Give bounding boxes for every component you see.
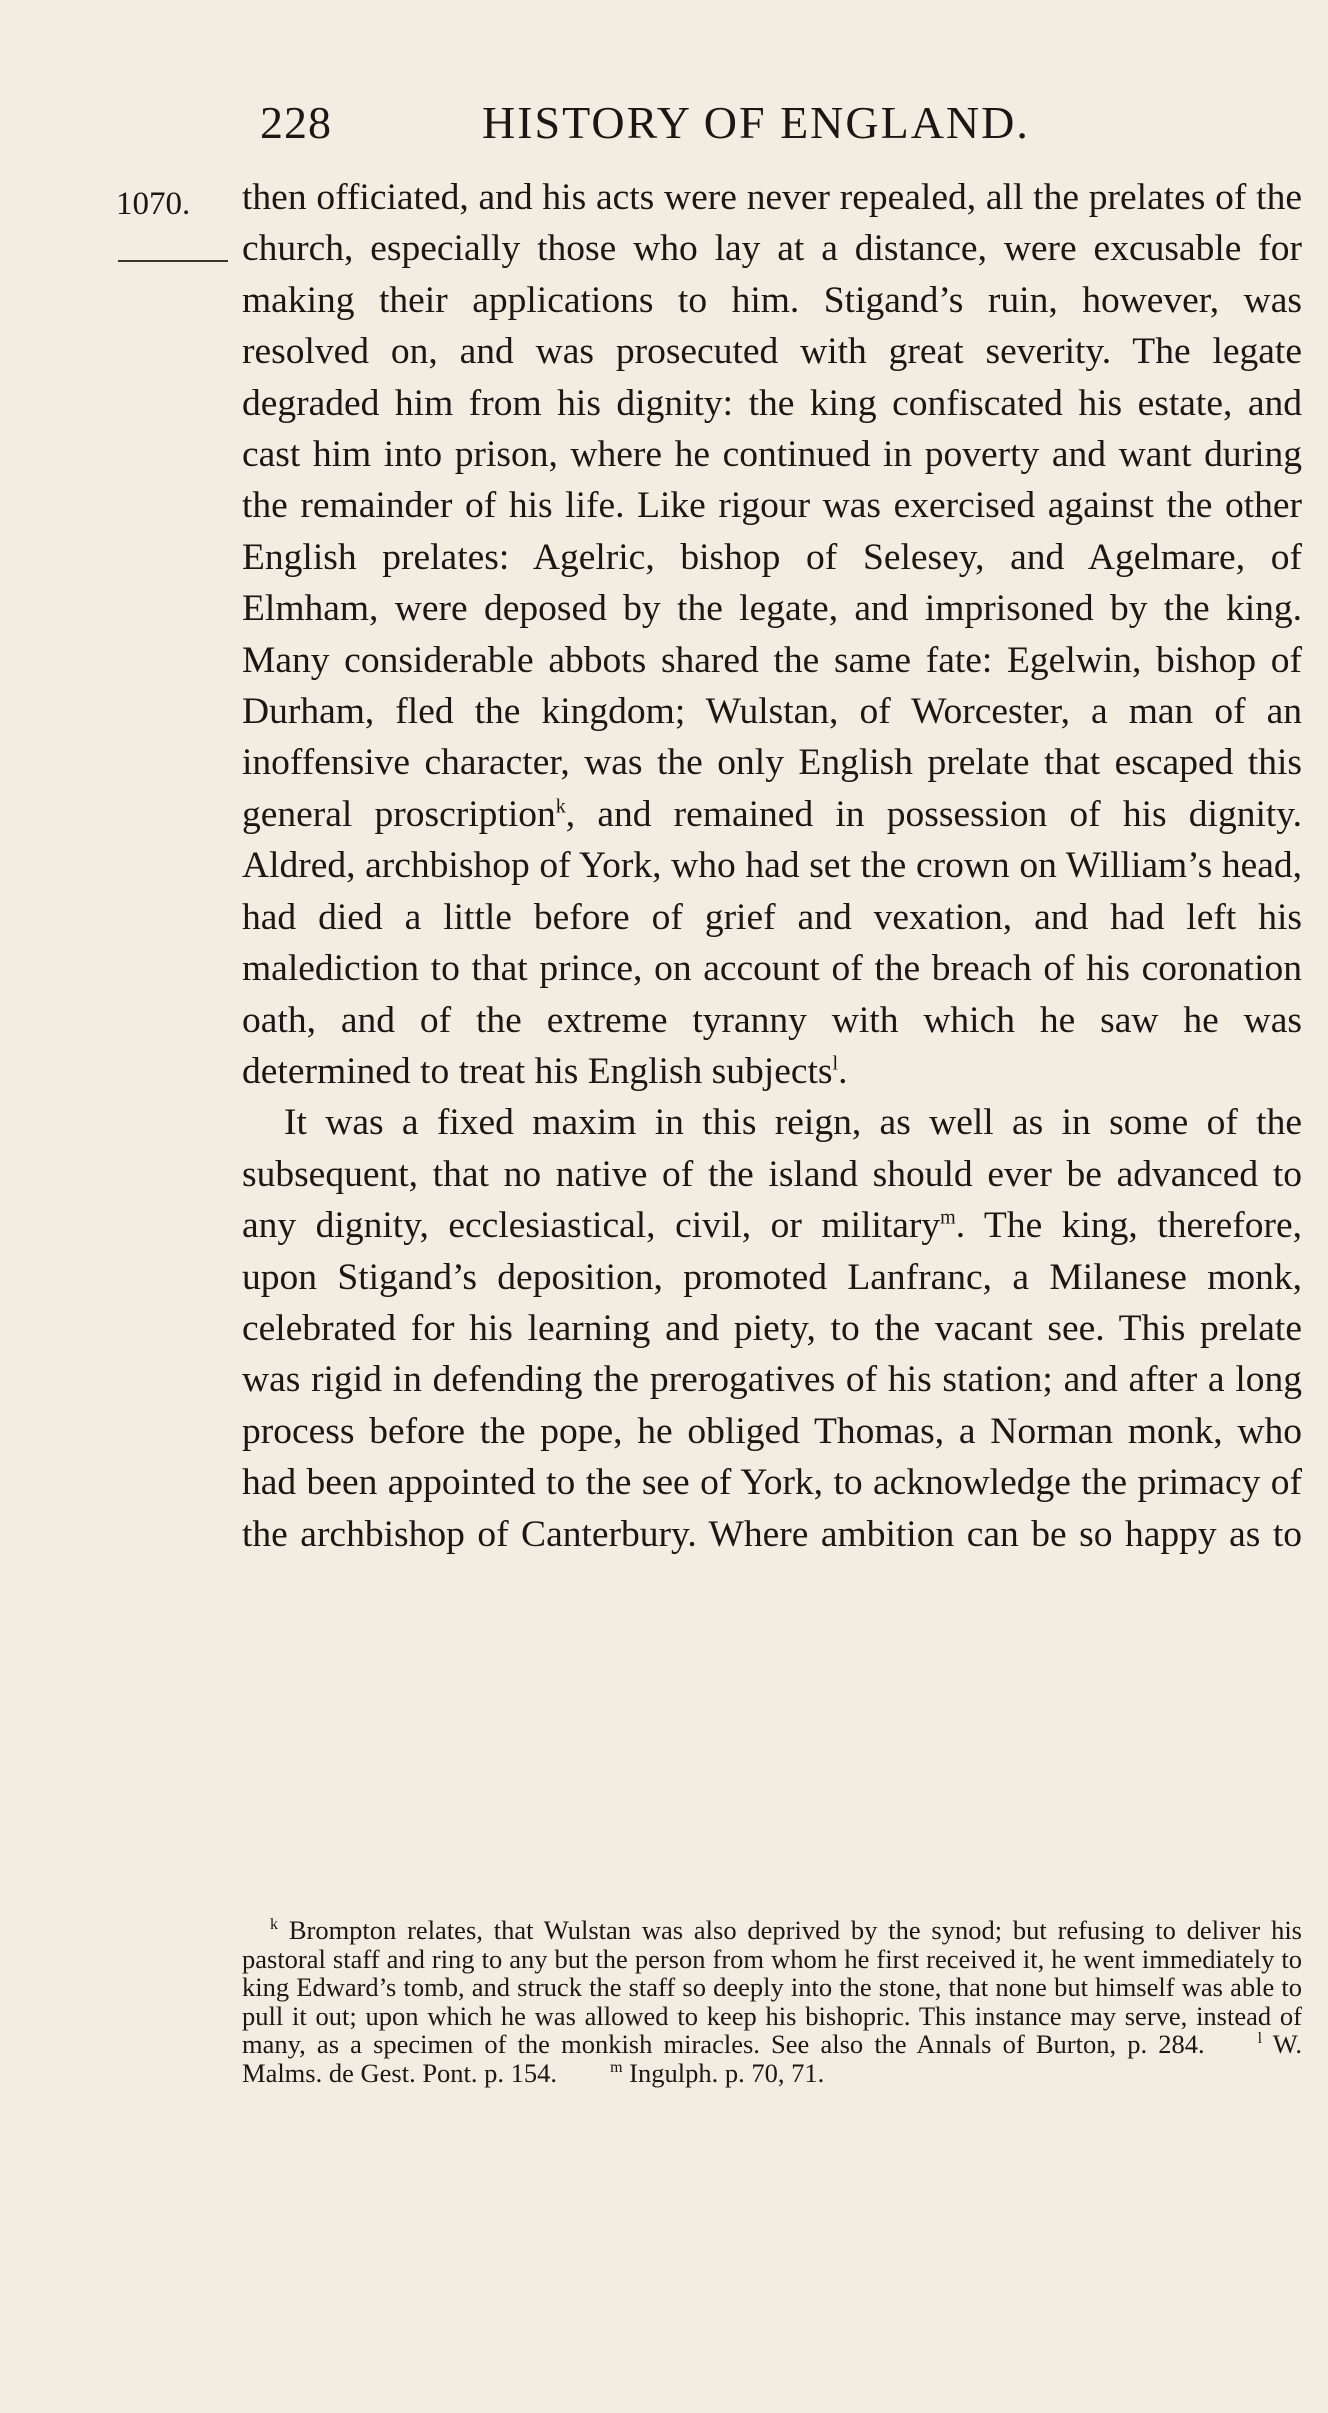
text-run: It was a fixed maxim in this reign, as well as in some of the subsequent, that no native of the island should ever be advanced to any dignity, ecclesiastical, civil, or military (242, 1102, 1302, 1247)
text-run: , and remained in possession of his dignity. Aldred, archbishop of York, who had set the crown on William’s head, had died a little before of grief and vexation, and had left his malediction to that prince, on account of the breach of his coronation oath, and of the extreme tyranny with which he saw he was determined to treat his English subjects (242, 793, 1302, 1092)
running-header (260, 96, 1080, 156)
marginal-rule (118, 260, 228, 262)
footnotes (242, 1916, 1302, 2088)
footnote-text: Brompton relates, that Wulstan was also deprived by the synod; but refusing to deliver his pastoral staff and ring to any but the person from whom he first received it, he went immediately to king Edward’s tomb, and struck the staff so deeply into the stone, that none but himself was able to pull it out; upon which he was allowed to keep his bishopric. This instance may serve, instead of many, as a specimen of the monkish miracles. See also the Annals of Burton, p. 284. (242, 1915, 1302, 2060)
footnote-mark: m (610, 2059, 623, 2077)
body-text (242, 172, 1302, 1611)
running-title: HISTORY OF ENGLAND. (482, 97, 1030, 148)
footnote-text: Ingulph. p. 70, 71. (622, 2057, 825, 2088)
footnote-ref-l: l (832, 1052, 839, 1075)
marginal-year: 1070. (116, 186, 191, 222)
text-run: . The king, therefore, upon Stigand’s deposition, promoted Lanfranc, a Milanese monk, celebrated for his learning and piety, to the vacant see. This prelate was rigid in defending the prerogatives of his station; and after a long process before the pope, he obliged Thomas, a Norman monk, who had been appointed to the see of York, to acknowledge the primacy of the archbishop of Canterbury. Where ambition can be so happy as to (242, 1205, 1302, 1555)
footnote (242, 1916, 1302, 2088)
footnote-ref-m: m (940, 1206, 956, 1229)
page-number: 228 (260, 97, 332, 148)
paragraph (242, 1097, 1302, 1611)
paragraph (242, 172, 1302, 1097)
footnote-text: W. Malms. de Gest. Pont. p. 154. (242, 2029, 1302, 2088)
text-run: . (838, 1050, 848, 1092)
footnote-mark: k (270, 1916, 278, 1934)
footnote-ref-k: k (555, 795, 566, 818)
text-run: then officiated, and his acts were never repealed, all the prelates of the church, especially those who lay at a distance, were excusable for making their applications to him. Stigand’s ruin, however, was resolved on, and was prosecuted with great severity. The legate degraded him from his dignity: the king confiscated his estate, and cast him into prison, where he continued in poverty and want during the remainder of his life. Like rigour was exercised against the other English prelates: Agelric, bishop of Selesey, and Agelmare, of Elmham, were deposed by the legate, and imprisoned by the king. Many considerable abbots shared the same fate: Egelwin, bishop of Durham, fled the kingdom; Wulstan, of Worcester, a man of an inoffensive character, was the only English prelate that escaped this general proscription (242, 177, 1302, 835)
footnote-mark: l (1257, 2030, 1263, 2048)
